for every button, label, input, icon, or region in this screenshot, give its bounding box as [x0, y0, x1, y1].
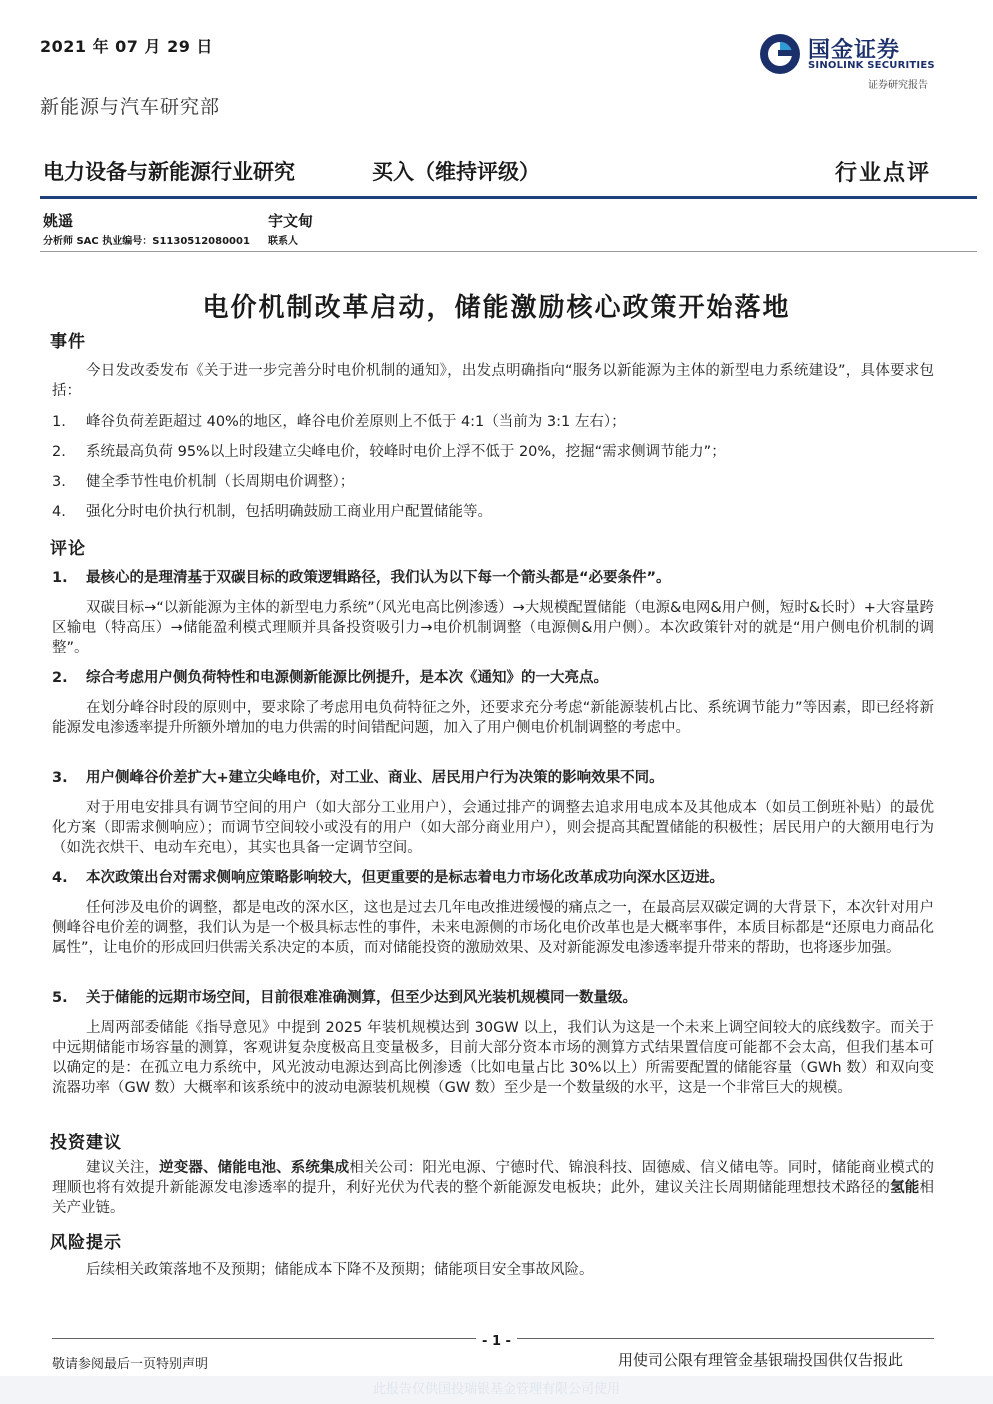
footer-notice: 用使司公限有理管金基银瑞投国供仅告报此: [618, 1351, 904, 1369]
analyst-id: 分析师 SAC 执业编号：S1130512080001: [43, 236, 250, 247]
invest-body: [52, 1158, 934, 1218]
risk-body: 后续相关政策落地不及预期；储能成本下降不及预期；储能项目安全事故风险。: [86, 1262, 594, 1278]
header-divider: [40, 196, 977, 199]
page-number: - 1 -: [476, 1334, 517, 1349]
invest-highlight: 逆变器、储能电池、系统集成: [159, 1160, 350, 1176]
item-text: 强化分时电价执行机制，包括明确鼓励工商业用户配置储能等。: [86, 504, 492, 520]
logo-text-cn: 国金证券: [808, 38, 901, 63]
event-intro: 今日发改委发布《关于进一步完善分时电价机制的通知》，出发点明确指向“服务以新能源为主体的新型电力系统建设”，具体要求包括：: [52, 363, 934, 399]
footer-disclaimer: 敬请参阅最后一页特别声明: [52, 1357, 209, 1372]
item-number: 1.: [52, 414, 66, 430]
report-date: 2021 年 07 月 29 日: [40, 37, 213, 56]
point-title: 本次政策出台对需求侧响应策略影响较大，但更重要的是标志着电力市场化改革成功向深水区迈进。: [86, 870, 724, 886]
department: 新能源与汽车研究部: [40, 96, 221, 118]
analyst-name: 姚遥: [43, 212, 74, 230]
point-title: 用户侧峰谷价差扩大+建立尖峰电价，对工业、商业、居民用户行为决策的影响效果不同。: [86, 770, 664, 786]
comment-point-body: 对于用电安排具有调节空间的用户（如大部分工业用户），会通过排产的调整去追求用电成本及其他成本（如员工倒班补贴）的最优化方案（即需求侧响应）；而调节空间较小或没有的用户（如大部分商业用户），则会提高其配置储能的积极性；居民用户的大额用电行为（如洗衣烘干、电动车充电），其实也具备一定调节空间。: [52, 800, 934, 856]
report-title: 电价机制改革启动，储能激励核心政策开始落地: [202, 293, 791, 323]
item-text: 健全季节性电价机制（长周期电价调整）；: [86, 474, 355, 490]
item-text: 系统最高负荷 95%以上时段建立尖峰电价，较峰时电价上浮不低于 20%，挖掘“需求侧调节能力”；: [86, 444, 726, 460]
contact-label: 联系人: [268, 236, 298, 247]
item-text: 峰谷负荷差距超过 40%的地区，峰谷电价差原则上不低于 4:1（当前为 3:1 左右）；: [86, 414, 626, 430]
point-number: 3.: [52, 770, 68, 786]
invest-highlight: 氢能: [890, 1180, 920, 1196]
comment-point-body: 上周两部委储能《指导意见》中提到 2025 年装机规模达到 30GW 以上，我们认为这是一个未来上调空间较大的底线数字。而关于中远期储能市场容量的测算，客观讲复杂度极高且变量极多，目前大部分资本市场的测算方式结果置信度可能都不会太高，但我们基本可以确定的是：在孤立电力系统中，风光波动电源达到高比例渗透（比如电量占比 30%以上）所需要配置的储能容量（GWh 数）和双向变流器功率（GW 数）大概率和该系统中的波动电源装机规模（GW 数）至少是一个数量级的水平，这是一个非常巨大的规模。: [52, 1020, 934, 1096]
section-heading-risk: 风险提示: [50, 1233, 122, 1253]
event-item: [52, 472, 934, 492]
sinolink-logo-icon: [758, 32, 802, 76]
point-number: 4.: [52, 870, 68, 886]
comment-point-title: [52, 768, 934, 788]
event-item: [52, 502, 934, 522]
analyst-divider: [40, 251, 977, 252]
section-heading-comment: 评论: [50, 539, 86, 559]
comment-point-title: [52, 668, 934, 688]
comment-point-body: 任何涉及电价的调整，都是电改的深水区，这也是过去几年电改推进缓慢的痛点之一，在最高层双碳定调的大背景下，本次针对用户侧峰谷电价差的调整，我们认为是一个极具标志性的事件，未来电源侧的市场化电价改革也是大概率事件，本质目标都是“还原电力商品化属性”，让电价的形成回归供需关系决定的本质，而对储能投资的激励效果、及对新能源发电渗透率提升带来的帮助，也将逐步加强。: [52, 900, 934, 956]
point-title: 关于储能的远期市场空间，目前很难准确测算，但至少达到风光装机规模同一数量级。: [86, 990, 637, 1006]
section-heading-event: 事件: [50, 332, 86, 352]
point-title: 综合考虑用户侧负荷特性和电源侧新能源比例提升，是本次《通知》的一大亮点。: [86, 670, 608, 686]
invest-text: 相关产业链。: [52, 1180, 935, 1216]
contact-name: 宇文甸: [268, 212, 314, 230]
invest-text: 建议关注，: [86, 1160, 160, 1176]
industry-title: 电力设备与新能源行业研究: [43, 160, 295, 184]
event-item: [52, 442, 934, 462]
point-number: 5.: [52, 990, 68, 1006]
item-number: 4.: [52, 504, 66, 520]
logo-text-en: SINOLINK SECURITIES: [808, 60, 935, 71]
comment-point-title: [52, 988, 934, 1008]
rating: 买入（维持评级）: [372, 160, 540, 184]
page-number-wrap: [0, 1334, 993, 1349]
point-number: 1.: [52, 570, 68, 586]
point-number: 2.: [52, 670, 68, 686]
invest-text: 相关公司：阳光电源、宁德时代、锦浪科技、固德威、信义储电等。同时，储能商业模式的理顺也将有效提升新能源发电渗透率的提升，利好光伏为代表的整个新能源发电板块；此外，建议关注长周期储能理想技术路径的: [52, 1160, 935, 1196]
event-item: [52, 412, 934, 432]
item-number: 3.: [52, 474, 66, 490]
watermark: 此报告仅供国投瑞银基金管理有限公司使用: [0, 1376, 993, 1404]
report-category: 证券研究报告: [868, 80, 928, 91]
comment-point-body: 双碳目标→“以新能源为主体的新型电力系统”（风光电高比例渗透）→大规模配置储能（电源&电网&用户侧，短时&长时）+大容量跨区输电（特高压）→储能盈利模式理顺并具备投资吸引力→电价机制调整（电源侧&用户侧）。本次政策针对的就是“用户侧电价机制的调整”。: [52, 600, 934, 656]
section-heading-invest: 投资建议: [50, 1133, 122, 1153]
comment-point-body: 在划分峰谷时段的原则中，要求除了考虑用电负荷特征之外，还要求充分考虑“新能源装机占比、系统调节能力”等因素，即已经将新能源发电渗透率提升所额外增加的电力供需的时间错配问题，加入了用户侧电价机制调整的考虑中。: [52, 700, 934, 736]
comment-point-title: [52, 568, 934, 588]
comment-point-title: [52, 868, 934, 888]
report-type: 行业点评: [835, 160, 932, 186]
point-title: 最核心的是理清基于双碳目标的政策逻辑路径，我们认为以下每一个箭头都是“必要条件”。: [86, 570, 671, 586]
item-number: 2.: [52, 444, 66, 460]
